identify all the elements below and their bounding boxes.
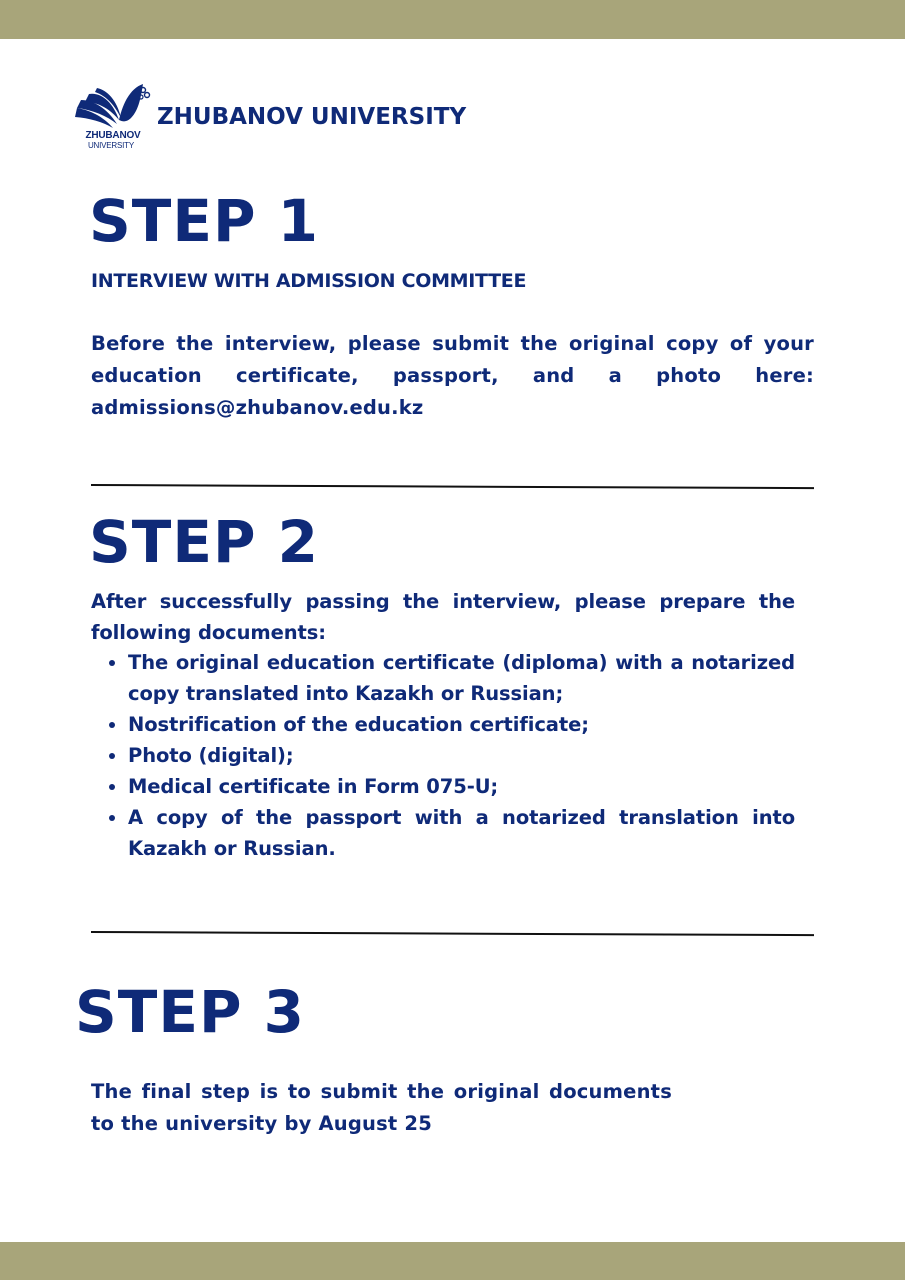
step3-title: STEP 3: [75, 978, 306, 1046]
step2-title: STEP 2: [89, 508, 320, 576]
step1-subtitle: INTERVIEW WITH ADMISSION COMMITTEE: [91, 270, 527, 292]
step1-title: STEP 1: [89, 187, 320, 255]
logo-wordmark: ZHUBANOV: [85, 130, 141, 141]
bottom-band: [0, 1242, 905, 1280]
list-item: • Nostrification of the education certificate;: [128, 709, 795, 740]
zhubanov-logo-icon: [75, 80, 153, 132]
logo-subwordmark: UNIVERSITY: [87, 141, 134, 150]
list-item: • A copy of the passport with a notarized translation into Kazakh or Russian.: [128, 802, 795, 864]
required-documents-list: [91, 647, 795, 864]
step1-text: Before the interview, please submit the original copy of your education certificate, passport, and a photo here: admissions@zhubanov.edu.kz: [91, 332, 814, 419]
top-band: [0, 0, 905, 39]
university-logo: [75, 80, 153, 152]
list-item: • Photo (digital);: [128, 740, 795, 771]
divider-1: [91, 484, 814, 489]
divider-2: [91, 931, 814, 936]
list-item: • Medical certificate in Form 075-U;: [128, 771, 795, 802]
list-item: • The original education certificate (diploma) with a notarized copy translated into Kazakh or Russian;: [128, 647, 795, 709]
university-name: ZHUBANOV UNIVERSITY: [157, 104, 467, 130]
step3-text: The final step is to submit the original documents to the university by August 25: [91, 1080, 672, 1135]
step2-intro: After successfully passing the interview, please prepare the following documents:: [91, 590, 795, 644]
